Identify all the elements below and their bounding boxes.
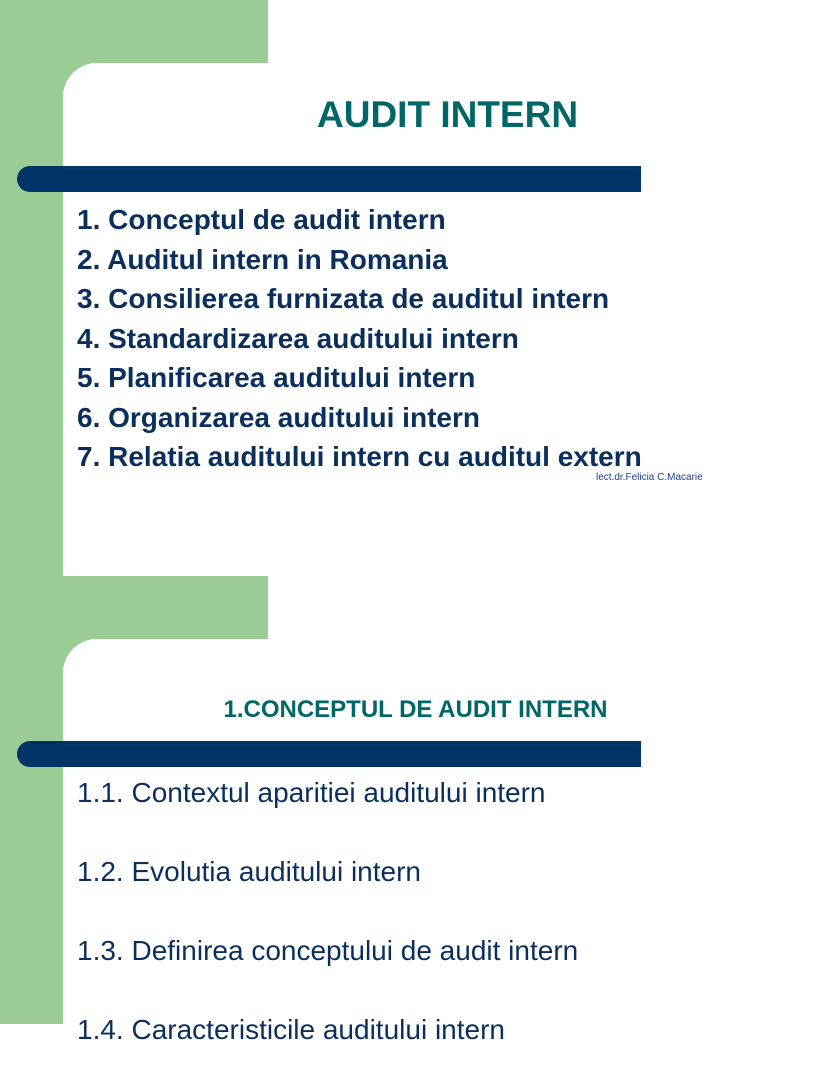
contents-item: 6. Organizarea auditului intern xyxy=(77,401,480,433)
contents-item: 2. Auditul intern in Romania xyxy=(77,243,448,275)
contents-item: 5. Planificarea auditului intern xyxy=(77,362,476,393)
title-divider-bar xyxy=(17,741,641,767)
title-divider-bar xyxy=(17,166,641,192)
subtopic-item: 1.4. Caracteristicile auditului intern xyxy=(77,1014,505,1045)
contents-item: 1. Conceptul de audit intern xyxy=(77,204,446,235)
subtopics-list xyxy=(77,773,578,1089)
subtopic-item: 1.1. Contextul aparitiei auditului intern xyxy=(77,777,546,808)
contents-list xyxy=(77,200,642,477)
contents-item: 3. Consilierea furnizata de auditul intern xyxy=(77,283,610,314)
slide-audit-intern xyxy=(0,0,768,576)
contents-item: 7. Relatia auditului intern cu auditul extern xyxy=(77,441,642,472)
slide-title: AUDIT INTERN xyxy=(317,94,579,135)
subtopic-item: 1.3. Definirea conceptului de audit intern xyxy=(77,935,579,966)
contents-item: 4. Standardizarea auditului intern xyxy=(77,322,519,354)
slide-title: 1.CONCEPTUL DE AUDIT INTERN xyxy=(223,696,608,723)
subtopic-item: 1.2. Evolutia auditului intern xyxy=(77,856,421,887)
slide-conceptul-de-audit-intern xyxy=(0,576,768,1045)
author-footer: lect.dr.Felicia C.Macarie xyxy=(596,472,703,483)
